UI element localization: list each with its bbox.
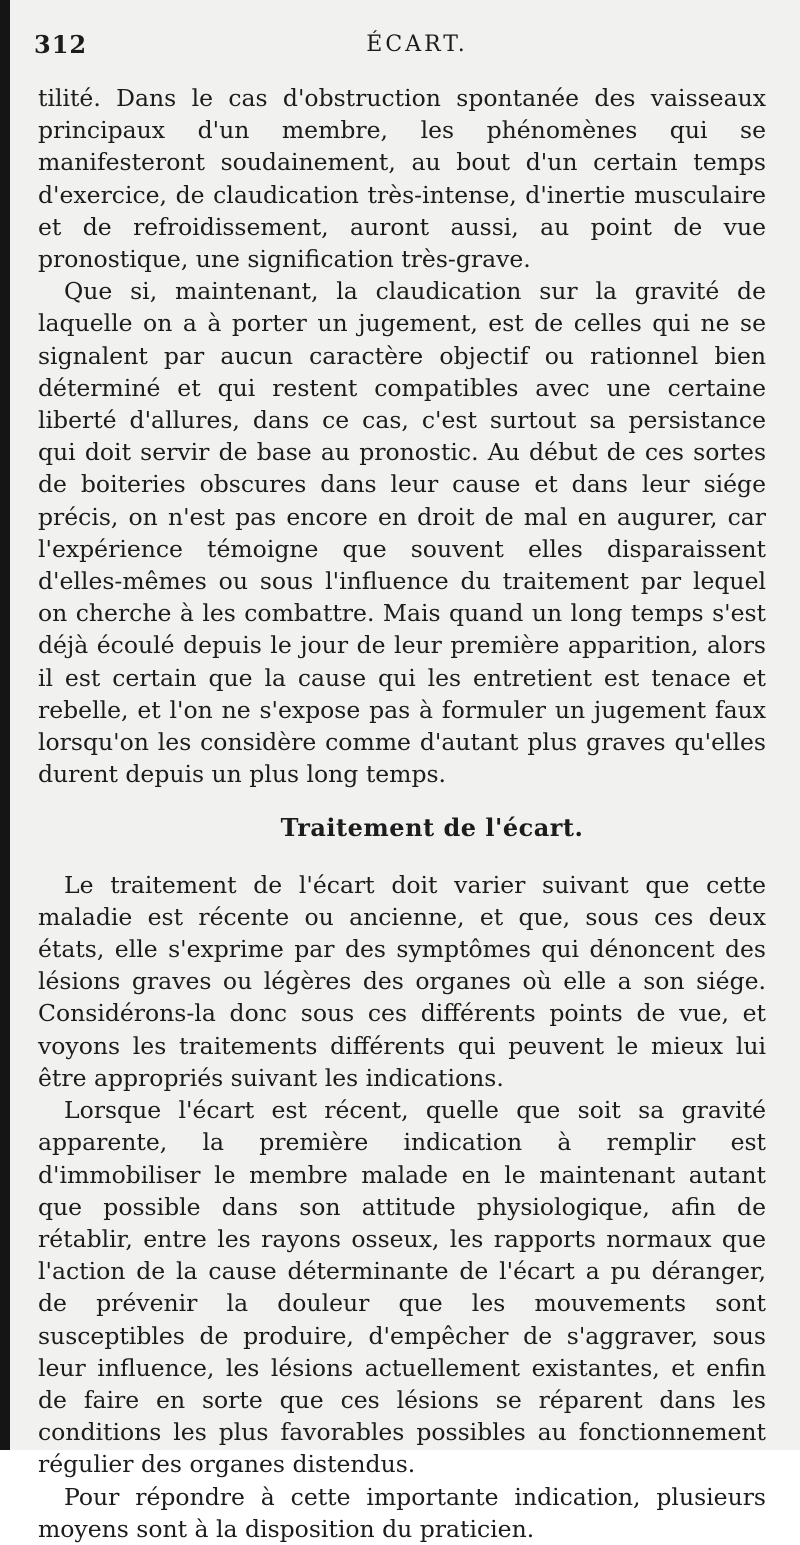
paragraph-continued: tilité. Dans le cas d'obstruction spontanée des vaisseaux principaux d'un membre, les phénomènes qui se manifesteront soudainement, au bout d'un certain temps d'exercice, de claudication très-intense, d'inertie musculaire et de refroidissement, auront aussi, au point de vue pronostique, une signification très-grave.: [38, 84, 766, 274]
page-gutter-shadow: [0, 0, 10, 1450]
section-heading: Traitement de l'écart.: [280, 813, 584, 843]
paragraph: Pour répondre à cette importante indication, plusieurs moyens sont à la disposition du praticien.: [38, 1482, 766, 1543]
paragraph: Que si, maintenant, la claudication sur la gravité de laquelle on a à porter un jugement, est de celles qui ne se signalent par aucun caractère objectif ou rationnel bien déterminé et qui restent compatibles avec une certaine liberté d'allures, dans ce cas, c'est surtout sa persistance qui doit servir de base au pronostic. Au début de ces sortes de boiteries obscures dans leur cause et dans leur siége précis, on n'est pas encore en droit de mal en augurer, car l'expérience témoigne que souvent elles disparaissent d'elles-mêmes ou sous l'influence du traitement par lequel on cherche à les combattre. Mais quand un long temps s'est déjà écoulé depuis le jour de leur première apparition, alors il est certain que la cause qui les entretient est tenace et rebelle, et l'on ne s'expose pas à formuler un jugement faux lorsqu'on les considère comme d'autant plus graves qu'elles durent depuis un plus long temps.: [38, 277, 766, 789]
page-number: 312: [34, 30, 88, 59]
running-head: ÉCART.: [366, 32, 468, 57]
paragraph: Le traitement de l'écart doit varier suivant que cette maladie est récente ou ancienne, et que, sous ces deux états, elle s'exprime par des symptômes qui dénoncent des lésions graves ou légères des organes où elle a son siége. Considérons-la donc sous ces différents points de vue, et voyons les traitements différents qui peuvent le mieux lui être appropriés suivant les indications.: [38, 870, 766, 1092]
page-body: [38, 82, 766, 1545]
page-header: [34, 30, 760, 70]
paragraph: Lorsque l'écart est récent, quelle que soit sa gravité apparente, la première indication à remplir est d'immobiliser le membre malade en le maintenant autant que possible dans son attitude physiologique, afin de rétablir, entre les rayons osseux, les rapports normaux que l'action de la cause déterminante de l'écart a pu déranger, de prévenir la douleur que les mouvements sont susceptibles de produire, d'empêcher de s'aggraver, sous leur influence, les lésions actuellement existantes, et enfin de faire en sorte que ces lésions se réparent dans les conditions les plus favorables possibles au fonctionnement régulier des organes distendus.: [38, 1096, 766, 1479]
